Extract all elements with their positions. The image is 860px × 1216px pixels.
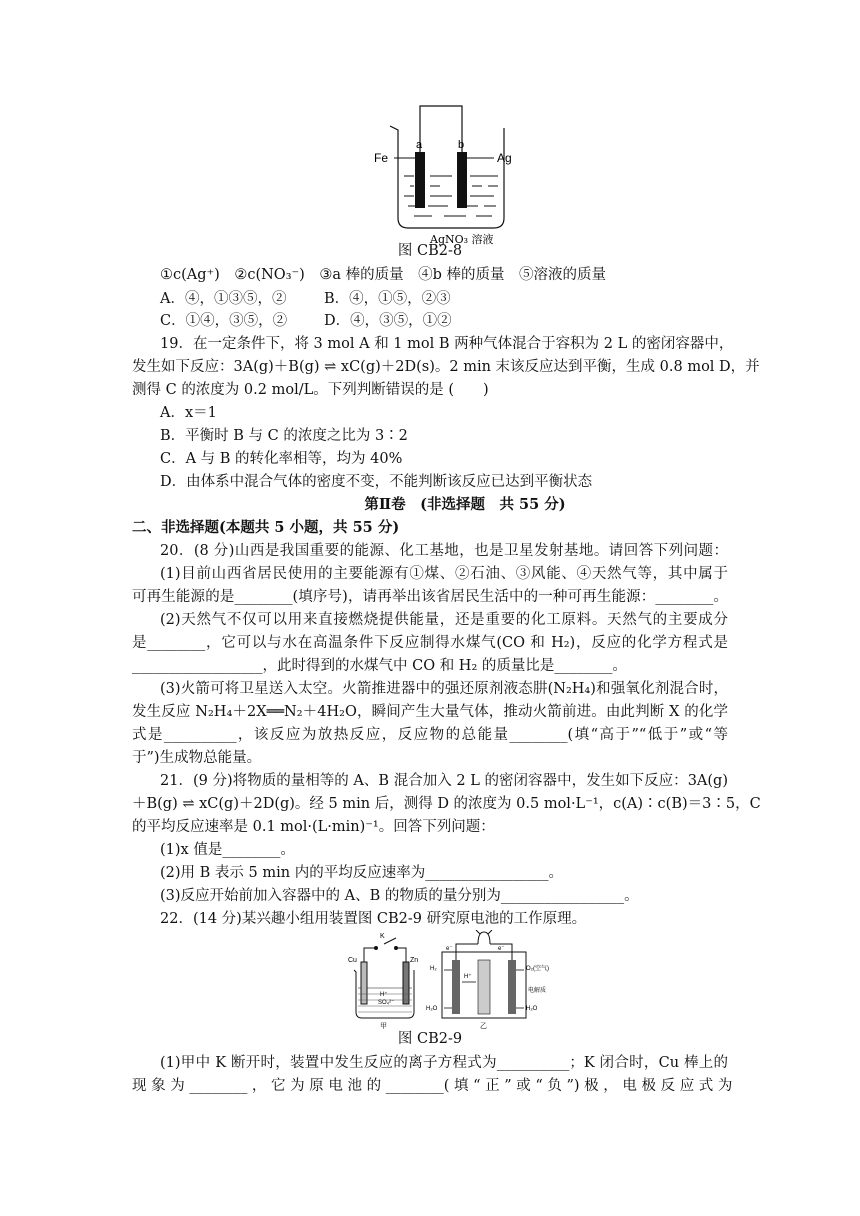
electrode-b (457, 152, 467, 208)
figure-cb2-9 (346, 930, 566, 1030)
q19-option-b: B．平衡时 B 与 C 的浓度之比为 3∶2 (160, 428, 408, 444)
q20-line-5: 是________，它可以与水在高温条件下反应制得水煤气(CO 和 H₂)，反应的化学方程式是 (132, 635, 728, 651)
section-intro: 二、非选择题(本题共 5 小题，共 55 分) (132, 519, 400, 536)
q21-line-3: 的平均反应速率是 0.1 mol·(L·min)⁻¹。回答下列问题： (132, 819, 495, 835)
electrode-right (508, 960, 516, 1014)
label-e-right: e⁻ (498, 946, 505, 952)
q20-line-10: 于”)生成物总能量。 (132, 750, 262, 766)
q18-option-d: D．④，③⑤，①② (324, 313, 452, 329)
section-title: 第Ⅱ卷 (非选择题 共 55 分) (364, 496, 566, 513)
q22-line-1: 22．(14 分)某兴趣小组用装置图 CB2-9 研究原电池的工作原理。 (160, 911, 587, 927)
beaker (390, 126, 504, 228)
q21-line-2: ＋B(g) ⇌ xC(g)＋2D(g)。经 5 min 后，测得 D 的浓度为 0.5 mol·L⁻¹，c(A)∶c(B)＝3∶5，C (132, 796, 761, 812)
q20-line-9: 式是__________，该反应为放热反应，反应物的总能量________(填“高于”“低于”或“等 (132, 727, 728, 743)
label-cu: Cu (348, 957, 357, 964)
figure-cb2-8-caption: 图 CB2-8 (397, 243, 463, 259)
q20-line-8: 发生反应 N₂H₄＋2X══N₂＋4H₂O，瞬间产生大量气体，推动火箭前进。由此判断 X 的化学 (132, 704, 728, 720)
q20-line-2: (1)目前山西省居民使用的主要能源有①煤、②石油、③风能、④天然气等，其中属于 (160, 566, 728, 582)
label-so4: SO₄²⁻ (378, 1000, 395, 1006)
q22-line-3: 现 象 为 ________ ， 它 为 原 电 池 的 ________( 填 “ 正 ” 或 “ 负 ”) 极 ， 电 极 反 应 式 为 (132, 1078, 733, 1094)
label-yi: 乙 (480, 1022, 487, 1030)
label-electrolyte: 电解质 (528, 988, 547, 994)
label-h2o-right: H₂O (526, 1006, 538, 1012)
electrode-left (452, 960, 460, 1014)
q19-line-2: 发生如下反应：3A(g)＋B(g) ⇌ xC(g)＋2D(s)。2 min 末该反应达到平衡，生成 0.8 mol D，并 (132, 359, 760, 375)
label-fe: Fe (374, 151, 389, 165)
label-e-left: e⁻ (446, 946, 453, 952)
figure-cb2-8 (370, 100, 530, 250)
label-b: b (458, 139, 465, 151)
label-k: K (380, 933, 385, 940)
q18-option-a: A．④，①③⑤，② (160, 291, 287, 307)
q19-line-1: 19．在一定条件下，将 3 mol A 和 1 mol B 两种气体混合于容积为 2 L 的密闭容器中， (160, 336, 734, 352)
label-hplus-yi: H⁺ (464, 974, 472, 980)
q20-line-6: __________________，此时得到的水煤气中 CO 和 H₂ 的质量比是________。 (132, 658, 627, 674)
label-h2: H₂ (430, 966, 437, 972)
q20-line-3: 可再生能源的是________(填序号)，请再举出该省居民生活中的一种可再生能源：________。 (132, 589, 728, 605)
q21-line-1: 21．(9 分)将物质的量相等的 A、B 混合加入 2 L 的密闭容器中，发生如下反应：3A(g) (160, 773, 728, 789)
q19-option-a: A．x＝1 (160, 405, 217, 421)
q18-option-b: B．④，①⑤，②③ (324, 291, 451, 307)
q21-line-4: (1)x 值是________。 (160, 842, 295, 858)
q21-line-5: (2)用 B 表示 5 min 内的平均反应速率为_________________。 (160, 865, 563, 881)
q19-option-d: D．由体系中混合气体的密度不变，不能判断该反应已达到平衡状态 (160, 474, 593, 490)
q20-line-4: (2)天然气不仅可以用来直接燃烧提供能量，还是重要的化工原料。天然气的主要成分 (160, 612, 728, 628)
electrolyte-membrane (478, 960, 490, 1014)
q20-line-7: (3)火箭可将卫星送入太空。火箭推进器中的强还原剂液态肼(N₂H₄)和强氧化剂混合时， (160, 681, 728, 697)
label-hplus: H⁺ (380, 992, 388, 998)
q20-line-1: 20．(8 分)山西是我国重要的能源、化工基地，也是卫星发射基地。请回答下列问题： (160, 543, 728, 559)
q18-items: ①c(Ag⁺) ②c(NO₃⁻) ③a 棒的质量 ④b 棒的质量 ⑤溶液的质量 (160, 267, 606, 283)
q19-line-3: 测得 C 的浓度为 0.2 mol/L。下列判断错误的是 ( ) (132, 382, 489, 398)
figure-cb2-9-caption: 图 CB2-9 (397, 1031, 463, 1047)
label-o2: O₂(空气) (526, 966, 549, 972)
label-jia: 甲 (380, 1022, 387, 1030)
q19-option-c: C．A 与 B 的转化率相等，均为 40% (160, 451, 403, 467)
label-a: a (416, 139, 423, 151)
wire (420, 106, 465, 152)
q22-line-2: (1)甲中 K 断开时，装置中发生反应的离子方程式为__________；K 闭合时，Cu 棒上的 (160, 1055, 728, 1071)
q18-option-c: C．①④，③⑤，② (160, 313, 288, 329)
electrode-a (415, 152, 425, 208)
label-solution: AgNO₃ 溶液 (430, 233, 494, 246)
label-h2o-left: H₂O (426, 1006, 438, 1012)
label-ag: Ag (497, 151, 512, 165)
q21-line-6: (3)反应开始前加入容器中的 A、B 的物质的量分别为_________________。 (160, 888, 639, 904)
label-zn: Zn (410, 957, 419, 964)
